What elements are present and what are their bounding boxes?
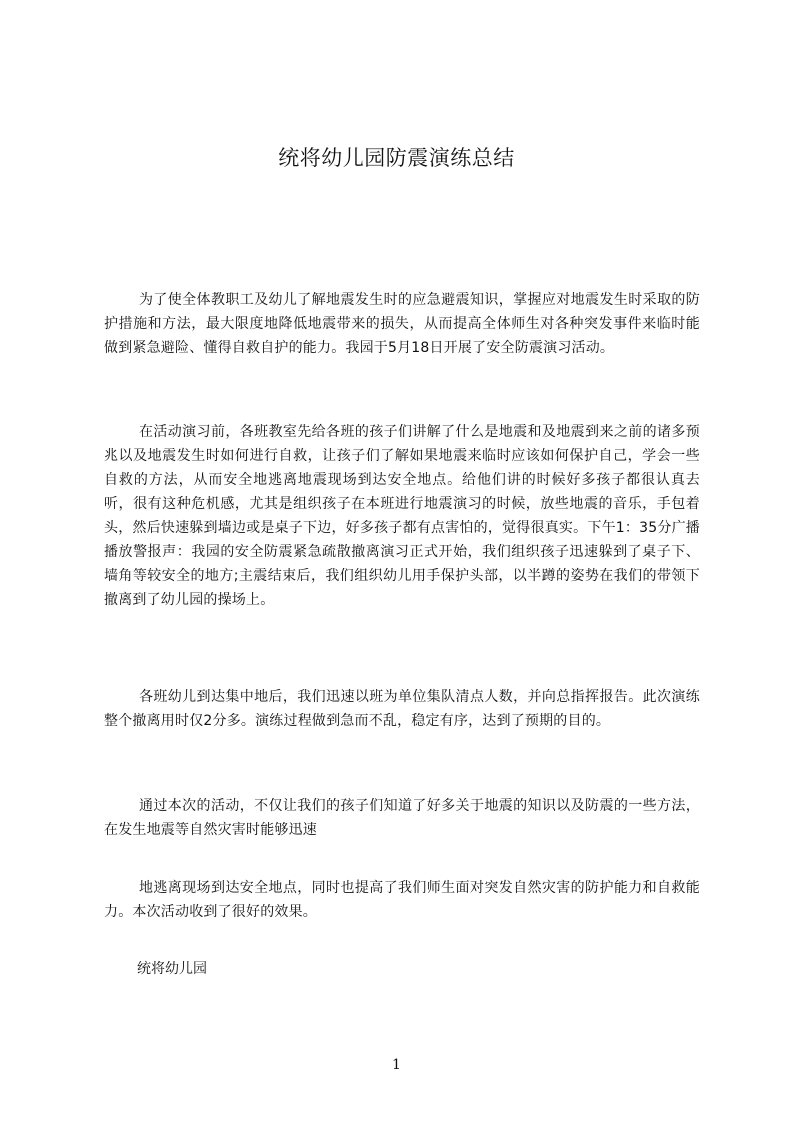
paragraph-3-text: 各班幼儿到达集中地后，我们迅速以班为单位集队清点人数，并向总指挥报告。此次演练整个撤离用时仅2分多。演练过程做到急而不乱，稳定有序，达到了预期的目的。 (104, 689, 700, 729)
paragraph-1 (104, 288, 700, 360)
page-number: 1 (392, 1057, 401, 1073)
paragraph-4 (104, 794, 700, 842)
paragraph-2-text: 在活动演习前，各班教室先给各班的孩子们讲解了什么是地震和及地震到来之前的诸多预兆以及地震发生时如何进行自救，让孩子们了解如果地震来临时应该如何保护自己，学会一些自救的方法，从而安全地逃离地震现场到达安全地点。给他们讲的时候好多孩子都很认真去听，很有这种危机感，尤其是组织孩子在本班进行地震演习的时候，放些地震的音乐，手包着头，然后快速躲到墙边或是桌子下边，好多孩子都有点害怕的，觉得很真实。下午1：35分广播播放警报声：我园的安全防震紧急疏散撤离演习正式开始，我们组织孩子迅速躲到了桌子下、墙角等较安全的地方;主震结束后，我们组织幼儿用手保护头部，以半蹲的姿势在我们的带领下撤离到了幼儿园的操场上。 (104, 424, 700, 608)
paragraph-2 (104, 420, 700, 612)
paragraph-4-text: 通过本次的活动，不仅让我们的孩子们知道了好多关于地震的知识以及防震的一些方法，在发生地震等自然灾害时能够迅速 (104, 798, 700, 838)
document-title: 统将幼儿园防震演练总结 (278, 146, 515, 170)
signature-kindergarten-name: 统将幼儿园 (137, 961, 207, 977)
paragraph-1-text: 为了使全体教职工及幼儿了解地震发生时的应急避震知识，掌握应对地震发生时采取的防护措施和方法，最大限度地降低地震带来的损失，从而提高全体师生对各种突发事件来临时能做到紧急避险、懂得自救自护的能力。我园于5月18日开展了安全防震演习活动。 (104, 292, 700, 356)
paragraph-5-text: 地逃离现场到达安全地点，同时也提高了我们师生面对突发自然灾害的防护能力和自救能力。本次活动收到了很好的效果。 (104, 880, 700, 920)
paragraph-3 (104, 685, 700, 733)
paragraph-5 (104, 876, 700, 924)
